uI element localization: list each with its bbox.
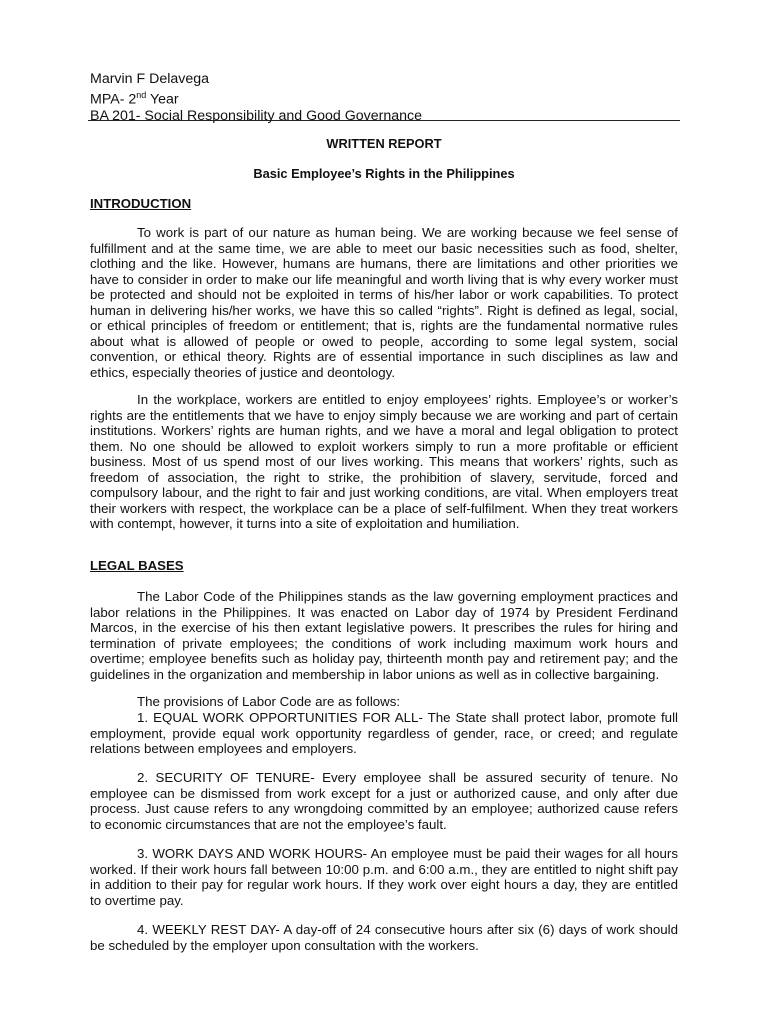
introduction-paragraph-2 xyxy=(90,392,678,532)
course-line: BA 201- Social Responsibility and Good Governance xyxy=(90,107,423,124)
provision-security-of-tenure xyxy=(90,770,678,832)
paragraph-text: The provisions of Labor Code are as follows: xyxy=(137,694,401,709)
introduction-paragraph-1 xyxy=(90,225,678,380)
program-line xyxy=(90,87,680,108)
paragraph-text: In the workplace, workers are entitled to enjoy employees’ rights. Employee’s or worker’s rights are the entitlements that we have to enjoy simply because we are working and part of certain institutions. Workers’ rights are human rights, and we have a moral and legal obligation to protect them. No one should be allowed to exploit workers simply to run a more profitable or efficient business. Most of us spend most of our lives working. This means that workers’ rights, such as freedom of association, the right to strike, the prohibition of slavery, servitude, forced and compulsory labour, and the right to fair and just working conditions, are vital. When employers treat their workers with respect, the workplace can be a place of self-fulfilment. When they treat workers with contempt, however, it turns into a site of exploitation and humiliation. xyxy=(90,392,678,532)
program-prefix: MPA- 2 xyxy=(90,91,137,108)
paragraph-text: 1. EQUAL WORK OPPORTUNITIES FOR ALL- The State shall protect labor, promote full employment, provide equal work opportunity regardless of gender, race, or creed; and regulate relations between employees and employers. xyxy=(90,710,678,757)
report-title: WRITTEN REPORT xyxy=(326,136,442,151)
paragraph-text: To work is part of our nature as human being. We are working because we feel sense of fulfillment and at the same time, we are able to meet our basic necessities such as food, shelter, clothing and the like. However, humans are humans, there are limitations and other priorities we have to consider in order to make our life meaningful and worth living that is why every worker must be protected and should not be exploited in terms of his/her labor or work capabilities. To protect human in delivering his/her works, we have this so called “rights”. Right is defined as legal, social, or ethical principles of freedom or entitlement; that is, rights are the fundamental normative rules about what is allowed of people or owed to people, according to some legal system, social convention, or ethical theory. Rights are of essential importance in such disciplines as law and ethics, especially theories of justice and deontology. xyxy=(90,225,678,380)
provision-weekly-rest-day xyxy=(90,922,678,953)
legal-bases-paragraph-1 xyxy=(90,589,678,682)
legal-bases-heading: LEGAL BASES xyxy=(90,558,184,573)
author-name: Marvin F Delavega xyxy=(90,71,210,87)
report-subtitle: Basic Employee’s Rights in the Philippines xyxy=(253,166,515,181)
document-header xyxy=(90,71,680,124)
provision-equal-work xyxy=(90,710,678,757)
paragraph-text: 2. SECURITY OF TENURE- Every employee shall be assured security of tenure. No employee can be dismissed from work except for a just or authorized cause, and only after due process. Just cause refers to any wrongdoing committed by an employee; authorized cause refers to economic circumstances that are not the employee’s fault. xyxy=(90,770,678,832)
paragraph-text: The Labor Code of the Philippines stands as the law governing employment practices and labor relations in the Philippines. It was enacted on Labor day of 1974 by President Ferdinand Marcos, in the exercise of his then extant legislative powers. It prescribes the rules for hiring and termination of private employees; the conditions of work including maximum work hours and overtime; employee benefits such as holiday pay, thirteenth month pay and retirement pay; and the guidelines in the organization and membership in labor unions as well as in collective bargaining. xyxy=(90,589,678,682)
header-divider xyxy=(88,120,680,121)
program-suffix: Year xyxy=(146,91,179,108)
introduction-heading: INTRODUCTION xyxy=(90,196,192,211)
program-superscript: nd xyxy=(136,90,147,100)
paragraph-text: 3. WORK DAYS AND WORK HOURS- An employee must be paid their wages for all hours worked. If their work hours fall between 10:00 p.m. and 6:00 a.m., they are entitled to night shift pay in addition to their pay for regular work hours. If they work over eight hours a day, they are entitled to overtime pay. xyxy=(90,846,678,908)
provisions-intro xyxy=(90,694,678,710)
provision-work-hours xyxy=(90,846,678,908)
paragraph-text: 4. WEEKLY REST DAY- A day-off of 24 consecutive hours after six (6) days of work should be scheduled by the employer upon consultation with the workers. xyxy=(90,922,678,953)
